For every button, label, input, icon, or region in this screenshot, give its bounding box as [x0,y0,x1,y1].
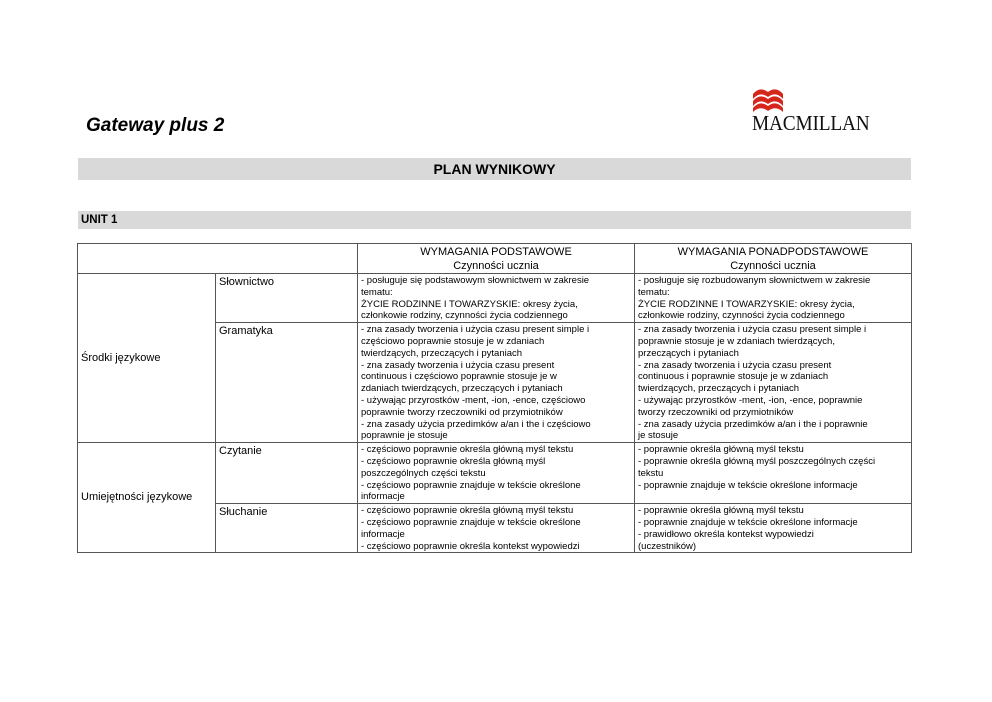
requirement-line: - zna zasady tworzenia i użycia czasu present simple i [361,324,590,336]
basic-cell [358,323,635,443]
requirement-line: ŻYCIE RODZINNE I TOWARZYSKIE: okresy życia, [361,298,578,310]
requirement-line: - posługuje się podstawowym słownictwem w zakresie [361,275,590,286]
requirement-line: je stosuje [638,430,679,442]
macmillan-logo-text: MACMILLAN [752,111,870,135]
requirement-line: - poprawnie określa główną myśl poszczególnych części [638,455,876,467]
header-advanced-title: WYMAGANIA PONADPODSTAWOWE [677,246,869,258]
requirement-line: twierdzących, przeczących i pytaniach [638,383,800,395]
basic-cell [358,274,635,323]
requirement-line: - używając przyrostków -ment, -ion, -ence, poprawnie [638,394,863,406]
requirement-line: poprawnie stosuje je w zdaniach twierdzących, [638,335,835,347]
requirement-line: poszczególnych części tekstu [361,467,486,479]
requirement-line: - poprawnie znajduje w tekście określone informacje [638,479,858,491]
advanced-cell [635,504,912,553]
advanced-cell [635,323,912,443]
requirement-line: - zna zasady tworzenia i użycia czasu present simple i [638,324,867,336]
requirement-line: - częściowo poprawnie znajduje w tekście określone [361,516,581,528]
requirement-line: (uczestników) [638,540,697,552]
requirement-line: - poprawnie określa główną myśl tekstu [638,444,804,456]
requirement-line: - zna zasady użycia przedimków a/an i the i poprawnie [638,418,868,430]
requirement-line: częściowo poprawnie stosuje je w zdaniach [361,335,545,347]
requirement-line: - zna zasady użycia przedimków a/an i the i częściowo [361,418,591,430]
requirement-line: - prawidłowo określa kontekst wypowiedzi [638,528,814,540]
requirement-line: - posługuje się rozbudowanym słownictwem w zakresie [638,275,871,286]
requirement-line: poprawnie je stosuje [361,430,448,442]
header-basic-title: WYMAGANIA PODSTAWOWE [420,246,572,258]
requirement-line: przeczących i pytaniach [638,347,739,359]
requirement-line: continuous i poprawnie stosuje je w zdaniach [638,371,829,383]
requirement-line: ŻYCIE RODZINNE I TOWARZYSKIE: okresy życia, [638,298,855,310]
requirement-line: - zna zasady tworzenia i użycia czasu present [638,359,832,371]
requirements-table [77,243,912,553]
advanced-cell [635,274,912,323]
unit-label: UNIT 1 [81,214,118,226]
requirement-line: informacje [361,528,405,540]
requirement-line: - poprawnie określa główną myśl tekstu [638,505,804,517]
header-advanced-subtitle: Czynności ucznia [730,259,816,272]
document-title: Gateway plus 2 [86,115,225,136]
requirement-line: zdaniach twierdzących, przeczących i pytaniach [361,383,563,395]
requirement-line: - częściowo poprawnie określa główną myśl tekstu [361,505,574,517]
requirement-line: - poprawnie znajduje w tekście określone informacje [638,516,858,528]
requirement-line: tworzy rzeczowniki od przymiotników [638,406,794,418]
basic-cell [358,504,635,553]
unit-bar [78,211,911,229]
subcategory-vocabulary: Słownictwo [216,274,358,323]
subcategory-listening: Słuchanie [216,504,358,553]
plan-title-bar: PLAN WYNIKOWY [78,158,911,180]
requirement-line: tekstu [638,467,664,479]
requirement-line: - częściowo poprawnie określa główną myśl tekstu [361,444,574,456]
header-basic-subtitle: Czynności ucznia [453,259,539,272]
requirement-line: - zna zasady tworzenia i użycia czasu present [361,359,555,371]
macmillan-logo-icon [752,86,784,112]
advanced-cell [635,443,912,504]
header-basic-requirements [358,244,635,274]
subcategory-reading: Czytanie [216,443,358,504]
requirement-line: continuous i częściowo poprawnie stosuje je w [361,371,557,383]
header-advanced-requirements [635,244,912,274]
requirement-line: informacje [361,491,405,503]
requirement-line: członkowie rodziny, czynności życia codziennego [361,310,568,322]
basic-cell [358,443,635,504]
requirement-line: - częściowo poprawnie znajduje w tekście określone [361,479,581,491]
requirement-line: tematu: [361,286,393,298]
table-row [78,443,912,504]
requirement-line: poprawnie tworzy rzeczowniki od przymiotników [361,406,563,418]
requirement-line: - częściowo poprawnie określa główną myśl [361,455,546,467]
table-header-row [78,244,912,274]
header-empty-cell [78,244,358,274]
requirement-line: tematu: [638,286,670,298]
table-row [78,274,912,323]
subcategory-grammar: Gramatyka [216,323,358,443]
macmillan-logo [752,86,882,136]
requirement-line: - częściowo poprawnie określa kontekst wypowiedzi [361,540,580,552]
requirement-line: - używając przyrostków -ment, -ion, -ence, częściowo [361,394,586,406]
requirement-line: członkowie rodziny, czynności życia codziennego [638,310,845,322]
category-language-skills: Umiejętności językowe [78,443,216,553]
category-language-means: Środki językowe [78,274,216,443]
requirement-line: twierdzących, przeczących i pytaniach [361,347,523,359]
